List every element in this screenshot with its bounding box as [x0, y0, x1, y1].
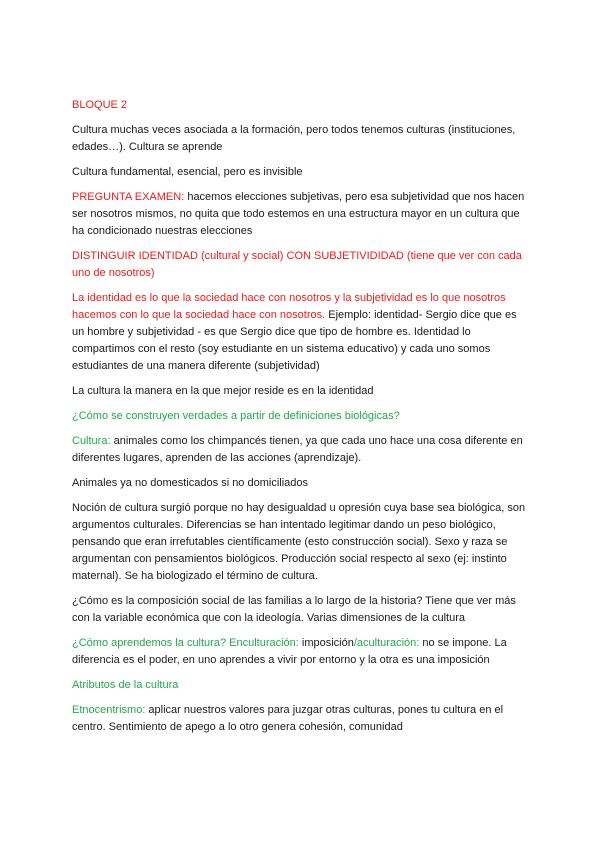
paragraph-enculturacion	[72, 635, 531, 669]
cultura-term-label: Cultura:	[72, 435, 111, 447]
section-heading: BLOQUE 2	[72, 99, 128, 111]
question-verdades-biologicas: ¿Cómo se construyen verdades a partir de definiciones biológicas?	[72, 410, 400, 422]
exam-question-label: PREGUNTA EXAMEN:	[72, 191, 185, 203]
aculturacion-label: /aculturación:	[353, 637, 420, 649]
etnocentrismo-text: aplicar nuestros valores para juzgar otras culturas, pones tu cultura en el centro. Sentimiento de apego a lo otro genera cohesión, comunidad	[72, 704, 504, 733]
cultura-animales-text: animales como los chimpancés tienen, ya que cada uno hace una cosa diferente en diferentes lugares, aprenden de las acciones (aprendizaje).	[72, 435, 523, 464]
paragraph-distinguir-identidad: DISTINGUIR IDENTIDAD (cultural y social) CON SUBJETIVIDIDAD (tiene que ver con cada uno de nosotros)	[72, 250, 522, 279]
identidad-definition-highlight: La identidad es lo que la sociedad hace con nosotros y la subjetividad es lo que nosotros hacemos con lo que la sociedad hace con nosotros.	[72, 292, 506, 321]
imposicion-text: imposición	[298, 637, 354, 649]
paragraph-cultura-invisible: Cultura fundamental, esencial, pero es invisible	[72, 166, 303, 178]
paragraph-cultura-animales	[72, 433, 531, 467]
paragraph-identidad-definicion	[72, 290, 531, 375]
paragraph-cultura-formacion: Cultura muchas veces asociada a la formación, pero todos tenemos culturas (instituciones, edades…). Cultura se aprende	[72, 124, 516, 153]
paragraph-pregunta-examen	[72, 189, 531, 240]
paragraph-nocion-cultura: Noción de cultura surgió porque no hay desigualdad u opresión cuya base sea biológica, son argumentos culturales. Diferencias se han intentado legitimar dando un peso biológico, pensando que eran irrefutables científicamente (esto construcción social). Sexo y raza se argumentan con pensamientos biológicos. Producción social respecto al sexo (ej: instinto maternal). Se ha biologizado el término de cultura.	[72, 502, 526, 582]
aculturacion-text: no se impone. La diferencia es el poder, en uno aprendes a vivir por entorno y la otra es una imposición	[72, 637, 507, 666]
paragraph-cultura-identidad: La cultura la manera en la que mejor reside es en la identidad	[72, 385, 374, 397]
identidad-example-text: Ejemplo: identidad- Sergio dice que es un hombre y subjetividad - es que Sergio dice que tipo de hombre es. Identidad lo compartimos con el resto (soy estudiante en un sistema educativo) y cada uno somos estudiantes de una manera diferente (subjetividad)	[72, 309, 517, 372]
heading-atributos-cultura: Atributos de la cultura	[72, 679, 179, 691]
paragraph-etnocentrismo	[72, 702, 531, 736]
etnocentrismo-label: Etnocentrismo:	[72, 704, 146, 716]
exam-question-text: hacemos elecciones subjetivas, pero esa subjetividad que nos hacen ser nosotros mismos, no quita que todo estemos en una estructura mayor en un cultura que ha condicionado nuestras elecciones	[72, 191, 525, 237]
paragraph-animales-domiciliados: Animales ya no domesticados si no domiciliados	[72, 477, 309, 489]
paragraph-composicion-familias: ¿Cómo es la composición social de las familias a lo largo de la historia? Tiene que ver más con la variable económica que con la ideología. Varias dimensiones de la cultura	[72, 595, 516, 624]
enculturacion-label: ¿Cómo aprendemos la cultura? Enculturación:	[72, 637, 299, 649]
